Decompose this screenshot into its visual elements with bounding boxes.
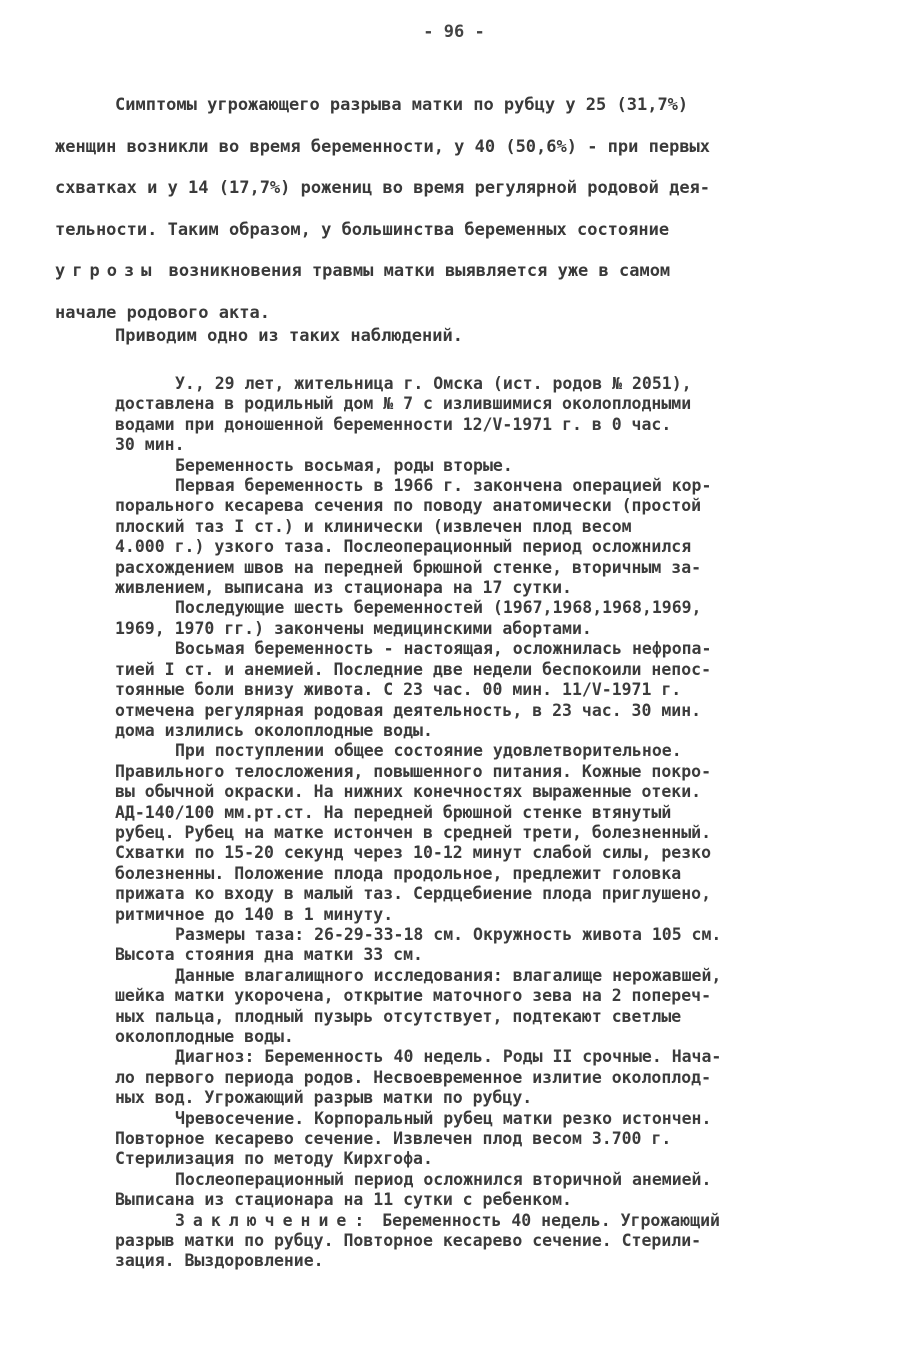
case-line: порального кесарева сечения по поводу анатомически (простой	[115, 496, 702, 516]
intro-line-rest: возникновения травмы матки выявляется уже в самом	[158, 261, 671, 281]
case-line: Послеоперационный период осложнился вторичной анемией.	[175, 1169, 712, 1189]
case-paragraph-postoperative	[115, 1170, 855, 1211]
case-line: Выписана из стационара на 11 сутки с ребенком.	[115, 1190, 572, 1210]
intro-line	[55, 251, 855, 293]
case-line: Схватки по 15-20 секунд через 10-12 минут слабой силы, резко	[115, 843, 712, 863]
case-paragraph-admission	[115, 374, 855, 456]
intro-line: схватках и у 14 (17,7%) рожениц во время регулярной родовой дея-	[55, 178, 711, 198]
case-paragraph-conclusion	[115, 1211, 855, 1272]
case-paragraph-first-pregnancy	[115, 476, 855, 598]
case-line: расхождением швов на передней брюшной стенке, вторичным за-	[115, 557, 702, 577]
case-line: рубец. Рубец на матке истончен в средней трети, болезненный.	[115, 822, 712, 842]
case-line: вы обычной окраски. На нижних конечностях выраженные отеки.	[115, 782, 702, 802]
case-paragraph-pregnancy-count	[115, 456, 855, 476]
case-line-rest: Беременность 40 недель. Угрожающий	[372, 1210, 720, 1230]
case-report	[115, 374, 855, 1272]
case-line: тоянные боли внизу живота. С 23 час. 00 мин. 11/V-1971 г.	[115, 680, 682, 700]
lead-in-sentence: Приводим одно из таких наблюдений.	[115, 326, 463, 346]
case-line: дома излились околоплодные воды.	[115, 720, 433, 740]
case-line: У., 29 лет, жительница г. Омска (ист. родов № 2051),	[175, 374, 692, 393]
case-paragraph-surgery	[115, 1109, 855, 1170]
case-line: Восьмая беременность - настоящая, осложнилась нефропа-	[175, 639, 712, 659]
case-line: Правильного телосложения, повышенного питания. Кожные покро-	[115, 761, 712, 781]
case-paragraph-subsequent-pregnancies	[115, 598, 855, 639]
spaced-word: угрозы	[55, 261, 159, 281]
case-line: 1969, 1970 гг.) закончены медицинскими абортами.	[115, 618, 592, 638]
case-line: водами при доношенной беременности 12/V-1971 г. в 0 час.	[115, 414, 672, 434]
case-line: болезненны. Положение плода продольное, предлежит головка	[115, 863, 682, 883]
case-line: Диагноз: Беременность 40 недель. Роды II срочные. Нача-	[175, 1047, 722, 1067]
case-line: шейка матки укорочена, открытие маточного зева на 2 попереч-	[115, 986, 712, 1006]
intro-line: женщин возникли во время беременности, у 40 (50,6%) - при первых	[55, 136, 711, 157]
case-paragraph-status	[115, 741, 855, 925]
intro-line: тельности. Таким образом, у большинства беременных состояние	[55, 219, 670, 240]
case-line: Стерилизация по методу Кирхгофа.	[115, 1149, 433, 1169]
case-line: ритмичное до 140 в 1 минуту.	[115, 904, 394, 924]
intro-line: начале родового акта.	[55, 302, 270, 323]
case-line: Размеры таза: 26-29-33-18 см. Окружность живота 105 см.	[175, 924, 722, 944]
case-line: Высота стояния дна матки 33 см.	[115, 945, 423, 965]
case-line: Данные влагалищного исследования: влагалище нерожавшей,	[175, 965, 722, 985]
case-line: 30 мин.	[115, 435, 185, 455]
case-line: живлением, выписана из стационара на 17 сутки.	[115, 578, 572, 598]
case-line: Первая беременность в 1966 г. закончена операцией кор-	[175, 476, 712, 496]
case-line: ных пальца, плодный пузырь отсутствует, подтекают светлые	[115, 1006, 682, 1026]
case-line: АД-140/100 мм.рт.ст. На передней брюшной стенке втянутый	[115, 802, 672, 822]
case-line: плоский таз I ст.) и клинически (извлечен плод весом	[115, 516, 632, 536]
case-line: зация. Выздоровление.	[115, 1251, 324, 1271]
case-line: доставлена в родильный дом № 7 с излившимися околоплодными	[115, 394, 692, 414]
case-line: тией I ст. и анемией. Последние две недели беспокоили непос-	[115, 659, 712, 679]
case-line: 4.000 г.) узкого таза. Послеоперационный период осложнился	[115, 537, 692, 557]
case-line: Беременность восьмая, роды вторые.	[175, 455, 513, 475]
intro-line: Симптомы угрожающего разрыва матки по рубцу у 25 (31,7%)	[115, 95, 689, 115]
spaced-word: Заключение:	[175, 1210, 373, 1230]
case-paragraph-pelvis-size	[115, 925, 855, 966]
case-line: разрыв матки по рубцу. Повторное кесарево сечение. Стерили-	[115, 1231, 702, 1251]
case-line	[115, 1211, 855, 1231]
case-line: прижата ко входу в малый таз. Сердцебиение плода приглушено,	[115, 884, 712, 904]
case-paragraph-vaginal-exam	[115, 966, 855, 1048]
case-line: отмечена регулярная родовая деятельность, в 23 час. 30 мин.	[115, 700, 702, 720]
case-line: Повторное кесарево сечение. Извлечен плод весом 3.700 г.	[115, 1129, 672, 1149]
case-line: околоплодные воды.	[115, 1027, 294, 1046]
case-line: Последующие шесть беременностей (1967,1968,1968,1969,	[175, 598, 702, 618]
case-paragraph-diagnosis	[115, 1047, 855, 1108]
page-number: - 96 -	[423, 22, 485, 42]
case-line: При поступлении общее состояние удовлетворительное.	[175, 741, 682, 761]
intro-paragraph	[55, 85, 855, 334]
case-paragraph-eighth-pregnancy	[115, 639, 855, 741]
case-line: ло первого периода родов. Несвоевременное излитие околоплод-	[115, 1067, 712, 1087]
case-line: ных вод. Угрожающий разрыв матки по рубцу.	[115, 1088, 533, 1108]
case-line: Чревосечение. Корпоральный рубец матки резко истончен.	[175, 1108, 712, 1128]
